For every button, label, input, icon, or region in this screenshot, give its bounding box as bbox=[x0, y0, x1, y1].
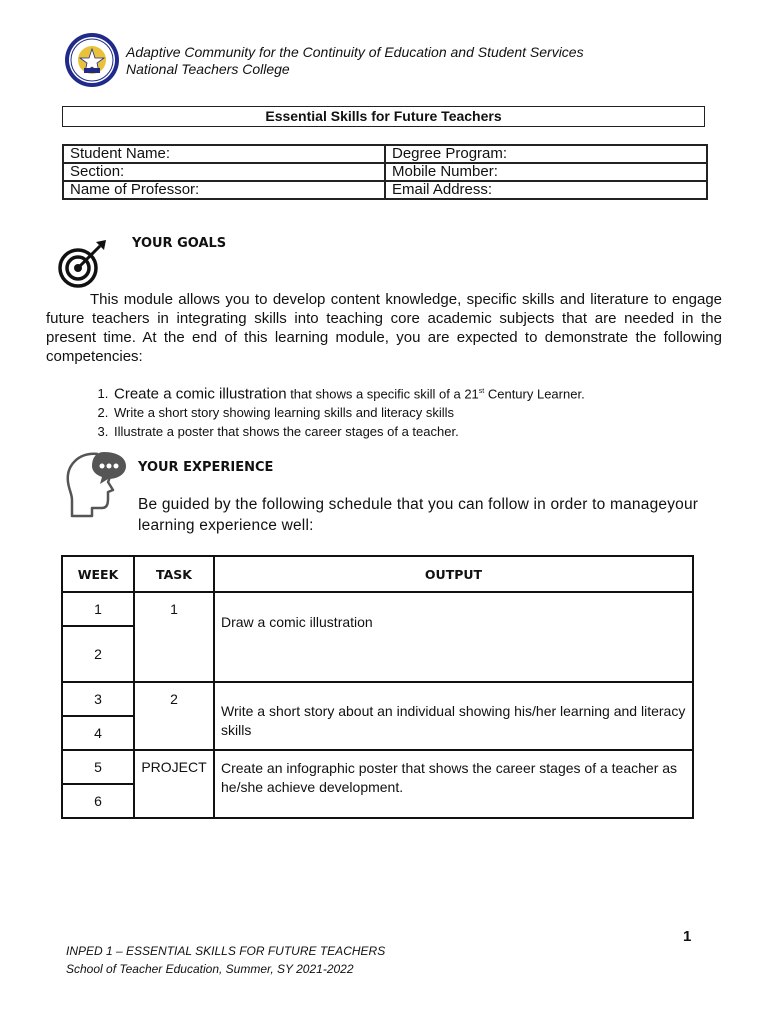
table-row bbox=[63, 145, 707, 163]
page-number: 1 bbox=[683, 928, 692, 945]
list-item bbox=[112, 382, 585, 403]
table-header-row bbox=[62, 556, 693, 592]
week-cell: 6 bbox=[62, 784, 134, 818]
competency-list bbox=[46, 382, 585, 441]
goals-heading: YOUR GOALS bbox=[132, 236, 227, 251]
student-info-table bbox=[62, 144, 708, 200]
page-footer bbox=[66, 942, 385, 978]
document-header bbox=[64, 32, 704, 88]
competency-3-text: Illustrate a poster that shows the career stages of a teacher. bbox=[114, 424, 459, 440]
college-seal-icon bbox=[64, 32, 120, 88]
list-item bbox=[112, 403, 585, 422]
footer-line-1: INPED 1 – ESSENTIAL SKILLS FOR FUTURE TEACHERS bbox=[66, 944, 386, 958]
goals-intro bbox=[46, 290, 722, 366]
week-cell: 4 bbox=[62, 716, 134, 750]
output-header: OUTPUT bbox=[214, 556, 693, 592]
week-cell: 2 bbox=[62, 626, 134, 682]
list-item bbox=[112, 422, 585, 441]
competency-2-text: Write a short story showing learning skills and literacy skills bbox=[114, 405, 455, 421]
head-speech-bubble-icon bbox=[58, 448, 130, 520]
week-cell: 5 bbox=[62, 750, 134, 784]
footer-line-2: School of Teacher Education, Summer, SY 2021-2022 bbox=[66, 962, 354, 976]
schedule-table bbox=[61, 555, 694, 819]
competency-1-sup: st bbox=[478, 388, 485, 395]
table-row bbox=[62, 750, 693, 784]
output-cell: Create an infographic poster that shows the career stages of a teacher as he/she achieve development. bbox=[214, 750, 693, 818]
competency-1-lead: Create a comic illustration bbox=[114, 385, 287, 403]
student-name-field[interactable]: Student Name: bbox=[63, 145, 385, 163]
degree-program-field[interactable]: Degree Program: bbox=[385, 145, 707, 163]
table-row bbox=[63, 163, 707, 181]
email-field[interactable]: Email Address: bbox=[385, 181, 707, 199]
professor-field[interactable]: Name of Professor: bbox=[63, 181, 385, 199]
task-header: TASK bbox=[134, 556, 214, 592]
experience-heading: YOUR EXPERIENCE bbox=[138, 460, 274, 475]
week-header: WEEK bbox=[62, 556, 134, 592]
competency-1-text: that shows a specific skill of a 21 bbox=[286, 386, 479, 402]
target-goal-icon bbox=[56, 236, 112, 292]
task-cell: PROJECT bbox=[134, 750, 214, 818]
week-cell: 1 bbox=[62, 592, 134, 626]
table-row bbox=[62, 592, 693, 626]
page-title: Essential Skills for Future Teachers bbox=[62, 106, 705, 127]
header-line-2: National Teachers College bbox=[126, 61, 290, 77]
header-line-1: Adaptive Community for the Continuity of Education and Student Services bbox=[126, 44, 584, 60]
section-field[interactable]: Section: bbox=[63, 163, 385, 181]
output-cell: Write a short story about an individual showing his/her learning and literacy skills bbox=[214, 682, 693, 750]
week-cell: 3 bbox=[62, 682, 134, 716]
experience-body: Be guided by the following schedule that you can follow in order to manageyour learning experience well: bbox=[138, 496, 699, 534]
goals-intro-text: This module allows you to develop content knowledge, specific skills and literature to engage future teachers in integrating skills into teaching core academic subjects that are needed in the present time. At the end of this learning module, you are expected to demonstrate the following competencies: bbox=[46, 291, 722, 365]
output-cell: Draw a comic illustration bbox=[214, 592, 693, 682]
competency-1-end: Century Learner. bbox=[484, 386, 585, 402]
mobile-number-field[interactable]: Mobile Number: bbox=[385, 163, 707, 181]
table-row bbox=[62, 682, 693, 716]
table-row bbox=[63, 181, 707, 199]
task-cell: 1 bbox=[134, 592, 214, 682]
task-cell: 2 bbox=[134, 682, 214, 750]
